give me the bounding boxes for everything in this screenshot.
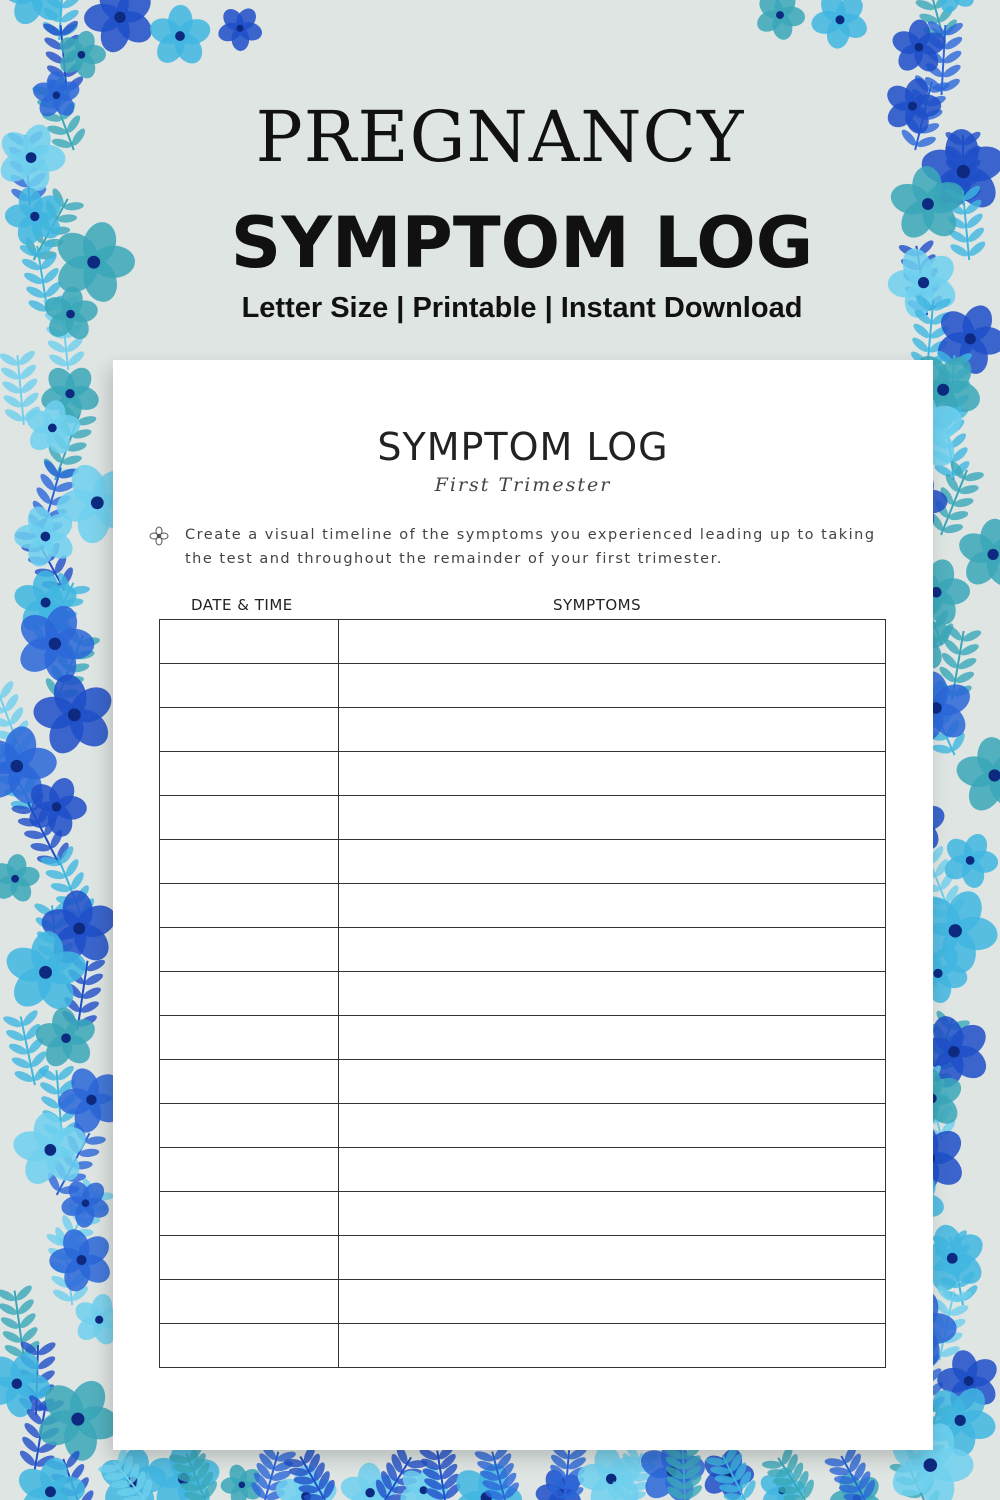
table-row: [160, 840, 886, 884]
symptoms-cell[interactable]: [339, 1104, 886, 1148]
symptoms-cell[interactable]: [339, 1016, 886, 1060]
date-time-cell[interactable]: [160, 1104, 339, 1148]
leaf-decoration: [663, 1443, 704, 1500]
date-time-cell[interactable]: [160, 972, 339, 1016]
symptoms-cell[interactable]: [339, 664, 886, 708]
symptoms-cell[interactable]: [339, 708, 886, 752]
date-time-cell[interactable]: [160, 1060, 339, 1104]
date-time-cell[interactable]: [160, 1148, 339, 1192]
table-row: [160, 708, 886, 752]
date-time-cell[interactable]: [160, 840, 339, 884]
symptoms-cell[interactable]: [339, 972, 886, 1016]
flower-decoration: [809, 0, 870, 50]
date-time-cell[interactable]: [160, 1324, 339, 1368]
sheet-subtitle: First Trimester: [434, 474, 612, 496]
table-row: [160, 1060, 886, 1104]
symptoms-cell[interactable]: [339, 752, 886, 796]
date-time-cell[interactable]: [160, 664, 339, 708]
symptoms-cell[interactable]: [339, 1280, 886, 1324]
header-title-symptom-log: SYMPTOM LOG: [230, 202, 814, 284]
flower-decoration: [0, 853, 41, 905]
table-row: [160, 928, 886, 972]
date-time-cell[interactable]: [160, 884, 339, 928]
date-time-cell[interactable]: [160, 928, 339, 972]
table-row: [160, 620, 886, 664]
date-time-cell[interactable]: [160, 1192, 339, 1236]
flower-decoration: [216, 5, 264, 52]
date-time-cell[interactable]: [160, 1016, 339, 1060]
symptoms-cell[interactable]: [339, 1324, 886, 1368]
table-row: [160, 1236, 886, 1280]
table-row: [160, 1148, 886, 1192]
symptoms-cell[interactable]: [339, 840, 886, 884]
symptoms-cell[interactable]: [339, 796, 886, 840]
symptoms-cell[interactable]: [339, 1236, 886, 1280]
table-row: [160, 1192, 886, 1236]
header-title-pregnancy: PREGNANCY: [255, 96, 745, 178]
table-row: [160, 972, 886, 1016]
symptoms-cell[interactable]: [339, 884, 886, 928]
symptoms-cell[interactable]: [339, 1060, 886, 1104]
flower-decoration: [954, 735, 1000, 816]
flower-icon: [149, 526, 169, 546]
symptoms-cell[interactable]: [339, 928, 886, 972]
symptom-log-table: [159, 619, 886, 1368]
table-row: [160, 664, 886, 708]
flower-decoration: [33, 1006, 99, 1071]
table-row: [160, 1280, 886, 1324]
flower-decoration: [32, 671, 118, 758]
header-tagline: Letter Size | Printable | Instant Download: [241, 292, 803, 324]
symptoms-cell[interactable]: [339, 620, 886, 664]
date-time-cell[interactable]: [160, 620, 339, 664]
table-row: [160, 884, 886, 928]
table-row: [160, 1104, 886, 1148]
table-row: [160, 1016, 886, 1060]
sheet-instructions: Create a visual timeline of the symptoms you experienced leading up to taking the test and throughout the remainder of your first trimester.: [185, 527, 876, 567]
date-time-cell[interactable]: [160, 796, 339, 840]
date-time-cell[interactable]: [160, 1280, 339, 1324]
symptoms-cell[interactable]: [339, 1192, 886, 1236]
table-row: [160, 1324, 886, 1368]
date-time-cell[interactable]: [160, 708, 339, 752]
flower-decoration: [146, 5, 213, 69]
table-row: [160, 796, 886, 840]
flower-decoration: [753, 0, 806, 42]
date-time-cell[interactable]: [160, 752, 339, 796]
sheet-title: SYMPTOM LOG: [377, 425, 669, 469]
symptoms-cell[interactable]: [339, 1148, 886, 1192]
column-header-date-time: DATE & TIME: [191, 596, 293, 614]
table-row: [160, 752, 886, 796]
printable-sheet: [113, 360, 933, 1450]
column-header-symptoms: SYMPTOMS: [553, 596, 642, 614]
date-time-cell[interactable]: [160, 1236, 339, 1280]
